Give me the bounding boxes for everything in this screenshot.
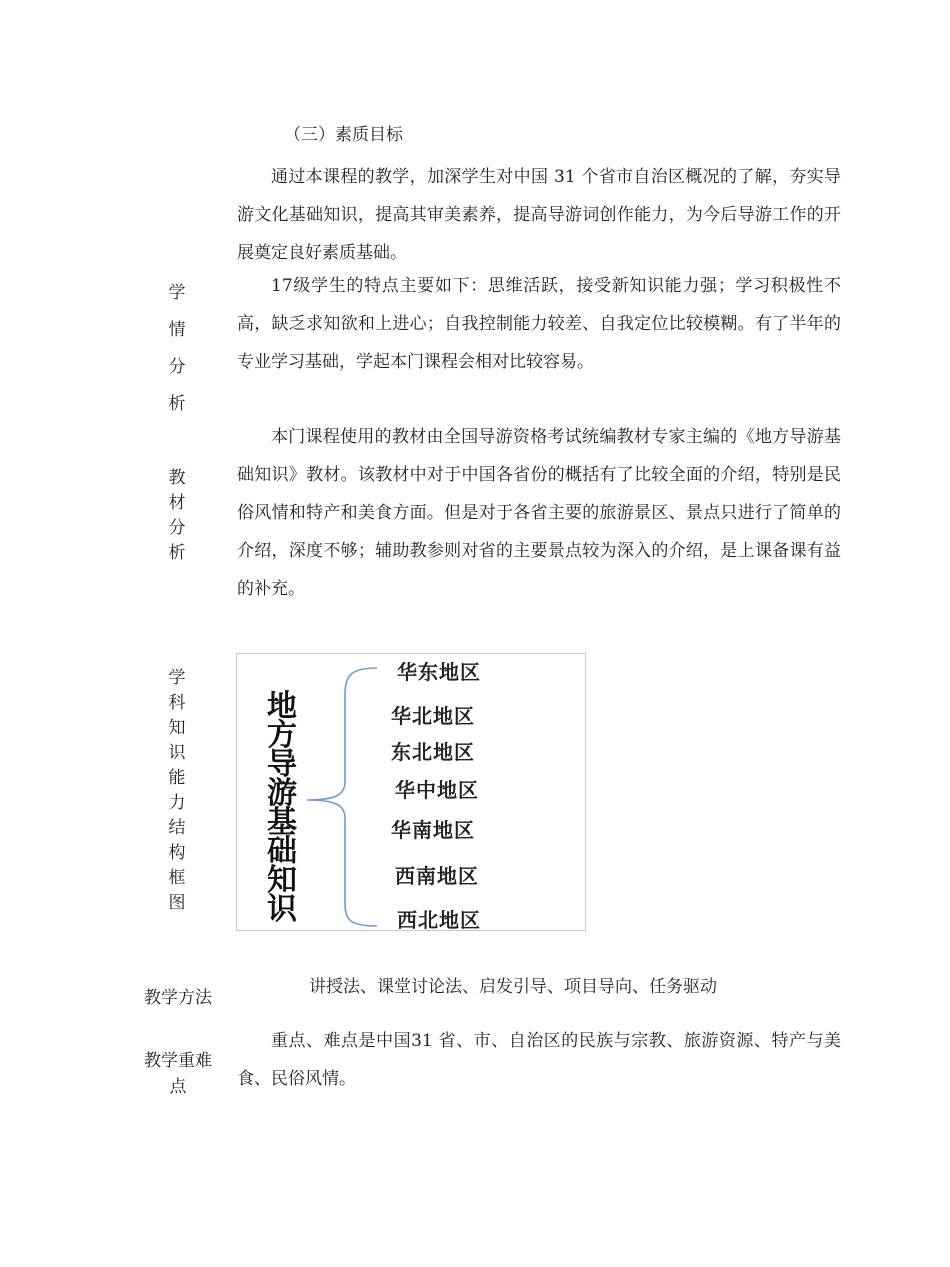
region-label: 西北地区 (397, 908, 481, 932)
diagram-title-char: 游 (267, 776, 297, 811)
label-char: 情 (168, 320, 186, 340)
diagram-title-char: 知 (267, 863, 297, 898)
label-char: 框 (168, 868, 186, 888)
diagram-title-char: 导 (267, 747, 297, 782)
label-char: 科 (168, 693, 186, 713)
knowledge-structure-label (165, 666, 189, 916)
label-char: 材 (168, 493, 186, 513)
label-char: 析 (168, 543, 186, 563)
key-points-label-line2: 点 (169, 1077, 187, 1097)
region-label: 西南地区 (395, 864, 479, 888)
label-char: 结 (168, 818, 186, 838)
label-char: 分 (168, 518, 186, 538)
key-points-label-line1: 教学重难 (144, 1051, 212, 1071)
teaching-method-text: 讲授法、课堂讨论法、启发引导、项目导向、任务驱动 (309, 977, 717, 997)
student-analysis-paragraph: 17级学生的特点主要如下：思维活跃，接受新知识能力强；学习积极性不高，缺乏求知欲和上进心；自我控制能力较差、自我定位比较模糊。有了半年的专业学习基础，学起本门课程会相对比较容易。 (237, 276, 841, 372)
student-analysis-label (165, 275, 189, 423)
label-char: 学 (168, 283, 186, 303)
diagram-title-char: 基 (267, 805, 297, 840)
region-label: 东北地区 (391, 740, 475, 764)
key-points-paragraph: 重点、难点是中国31 省、市、自治区的民族与宗教、旅游资源、特产与美食、民俗风情。 (237, 1031, 841, 1089)
diagram-title-char: 识 (267, 892, 297, 927)
region-label: 华南地区 (391, 818, 475, 842)
label-char: 能 (168, 768, 186, 788)
label-char: 力 (168, 793, 186, 813)
key-points-label (138, 1048, 218, 1100)
label-char: 图 (168, 893, 186, 913)
diagram-title-char: 础 (267, 834, 297, 869)
region-label: 华北地区 (391, 704, 475, 728)
label-char: 教 (168, 468, 186, 488)
label-char: 知 (168, 718, 186, 738)
textbook-analysis-label (165, 466, 189, 566)
section-heading: （三）素质目标 (284, 125, 403, 145)
label-char: 构 (168, 843, 186, 863)
knowledge-structure-diagram (236, 653, 586, 931)
region-label: 华中地区 (395, 778, 479, 802)
teaching-method-label: 教学方法 (144, 988, 212, 1008)
diagram-title-char: 地 (267, 689, 297, 724)
label-char: 分 (168, 357, 186, 377)
label-char: 识 (168, 743, 186, 763)
textbook-analysis-paragraph: 本门课程使用的教材由全国导游资格考试统编教材专家主编的《地方导游基础知识》教材。该教材中对于中国各省份的概括有了比较全面的介绍，特别是民俗风情和特产和美食方面。但是对于各省主要的旅游景区、景点只进行了简单的介绍，深度不够；辅助教参则对省的主要景点较为深入的介绍，是上课备课有益的补充。 (237, 427, 841, 599)
region-label: 华东地区 (397, 660, 481, 684)
label-char: 学 (168, 668, 186, 688)
label-char: 析 (168, 394, 186, 414)
quality-goal-paragraph: 通过本课程的教学，加深学生对中国 31 个省市自治区概况的了解，夯实导游文化基础知识，提高其审美素养，提高导游词创作能力，为今后导游工作的开展奠定良好素质基础。 (237, 167, 841, 263)
diagram-title-char: 方 (267, 718, 297, 753)
